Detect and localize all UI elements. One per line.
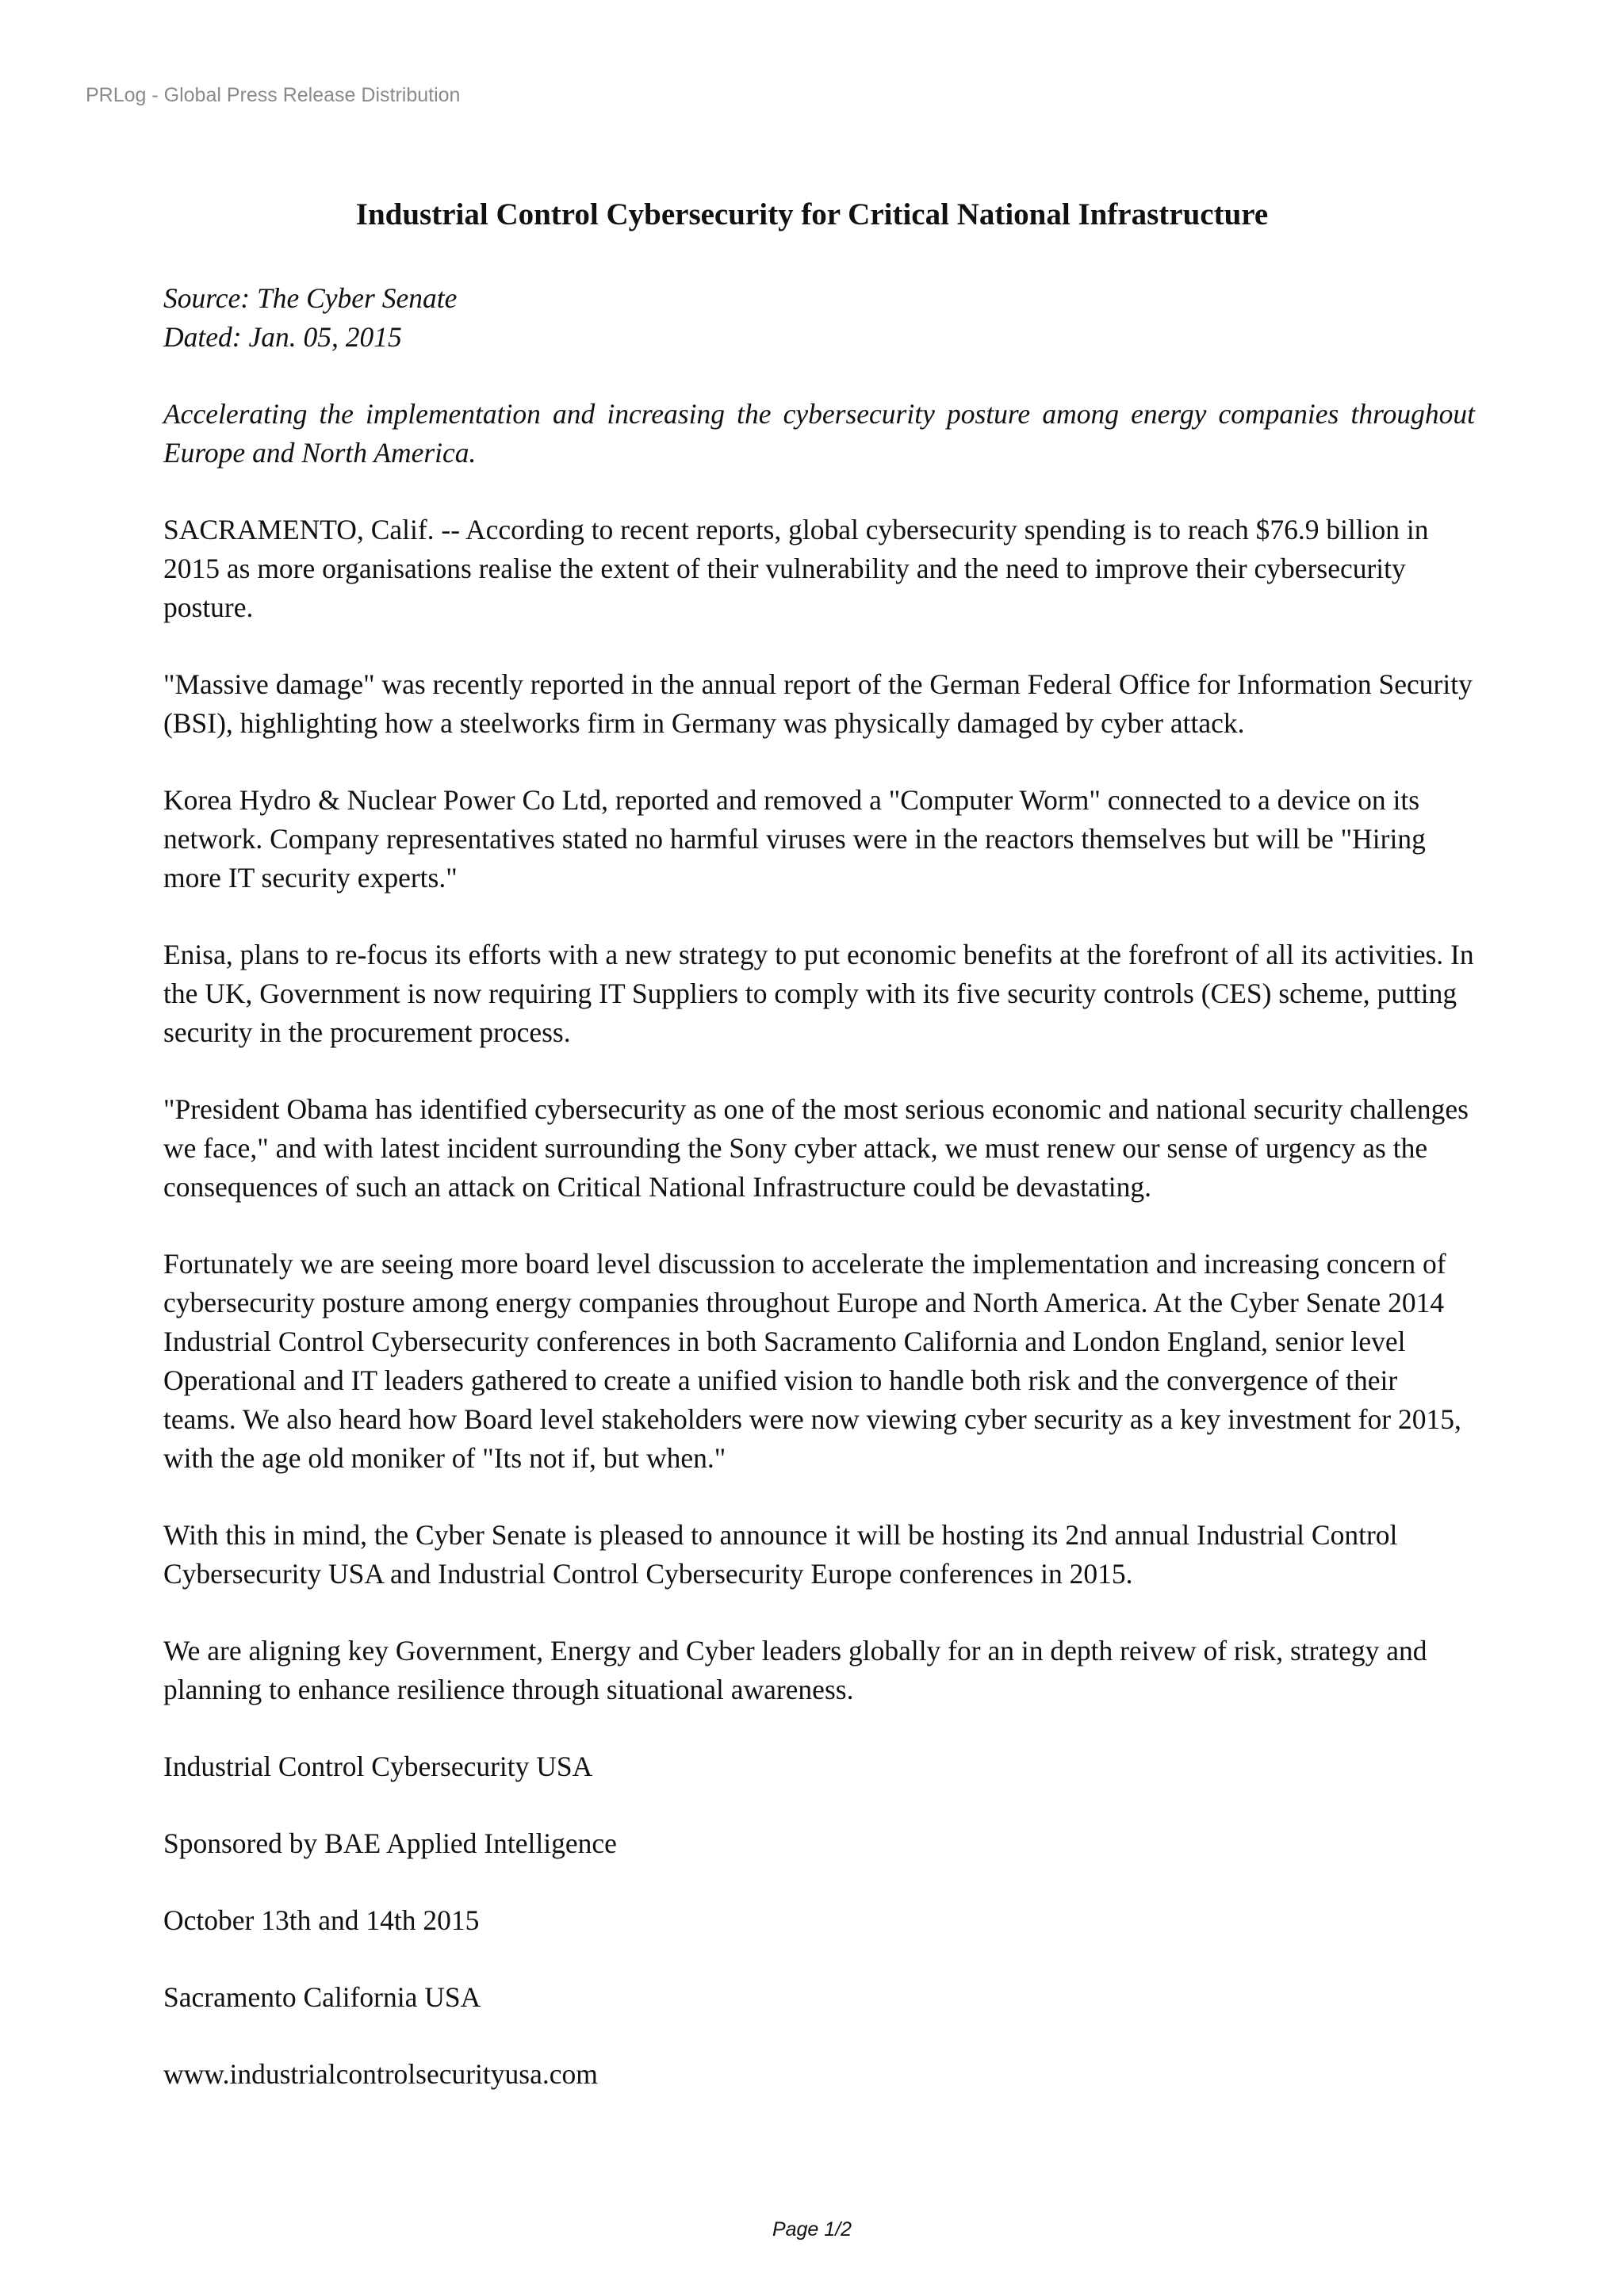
document-title: Industrial Control Cybersecurity for Critical National Infrastructure — [355, 197, 1269, 232]
paragraph-bsi: "Massive damage" was recently reported in the annual report of the German Federal Office for Information Security (BSI), highlighting how a steelworks firm in Germany was physically damaged by cyber attack. — [163, 668, 1473, 739]
event-location: Sacramento California USA — [163, 1981, 481, 2013]
event-website: www.industrialcontrolsecurityusa.com — [163, 2058, 598, 2090]
paragraph-obama: "President Obama has identified cybersecurity as one of the most serious economic and national security challenges we face," and with latest incident surrounding the Sony cyber attack, we must renew our sense of urgency as the consequences of such an attack on Critical National Infrastructure could be devastating. — [163, 1093, 1469, 1203]
paragraph-aligning: We are aligning key Government, Energy and Cyber leaders globally for an in depth reivew of risk, strategy and planning to enhance resilience through situational awareness. — [163, 1635, 1427, 1705]
event-sponsor: Sponsored by BAE Applied Intelligence — [163, 1827, 617, 1859]
paragraph-board-level: Fortunately we are seeing more board level discussion to accelerate the implementation and increasing concern of cybersecurity posture among energy companies throughout Europe and North America. At the Cyber Senate 2014 Industrial Control Cybersecurity conferences in both Sacramento California and London England, senior level Operational and IT leaders gathered to create a unified vision to handle both risk and the convergence of their teams. We also heard how Board level stakeholders were now viewing cyber security as a key investment for 2015, with the age old moniker of "Its not if, but when." — [163, 1248, 1461, 1474]
header-brand: PRLog - Global Press Release Distribution — [86, 84, 461, 106]
document-body — [163, 279, 1475, 2094]
paragraph-intro: SACRAMENTO, Calif. -- According to recent reports, global cybersecurity spending is to reach $76.9 billion in 2015 as more organisations realise the extent of their vulnerability and the need to improve their cybersecurity posture. — [163, 514, 1429, 623]
event-name: Industrial Control Cybersecurity USA — [163, 1751, 593, 1782]
paragraph-announcement: With this in mind, the Cyber Senate is pleased to announce it will be hosting its 2nd annual Industrial Control Cybersecurity USA and Industrial Control Cybersecurity Europe conferences in 2015. — [163, 1519, 1398, 1590]
page-number: Page 1/2 — [772, 2218, 852, 2241]
paragraph-korea-hydro: Korea Hydro & Nuclear Power Co Ltd, reported and removed a "Computer Worm" connected to a device on its network. Company representatives stated no harmful viruses were in the reactors themselves but will be "Hiring more IT security experts." — [163, 784, 1426, 894]
event-dates: October 13th and 14th 2015 — [163, 1904, 480, 1936]
paragraph-enisa: Enisa, plans to re-focus its efforts with a new strategy to put economic benefits at the forefront of all its activities. In the UK, Government is now requiring IT Suppliers to comply with its five security controls (CES) scheme, putting security in the procurement process. — [163, 939, 1474, 1048]
source-line: Source: The Cyber Senate — [163, 282, 458, 314]
summary: Accelerating the implementation and increasing the cybersecurity posture among energy companies throughout Europe and North America. — [163, 398, 1475, 469]
dated-line: Dated: Jan. 05, 2015 — [163, 321, 402, 353]
